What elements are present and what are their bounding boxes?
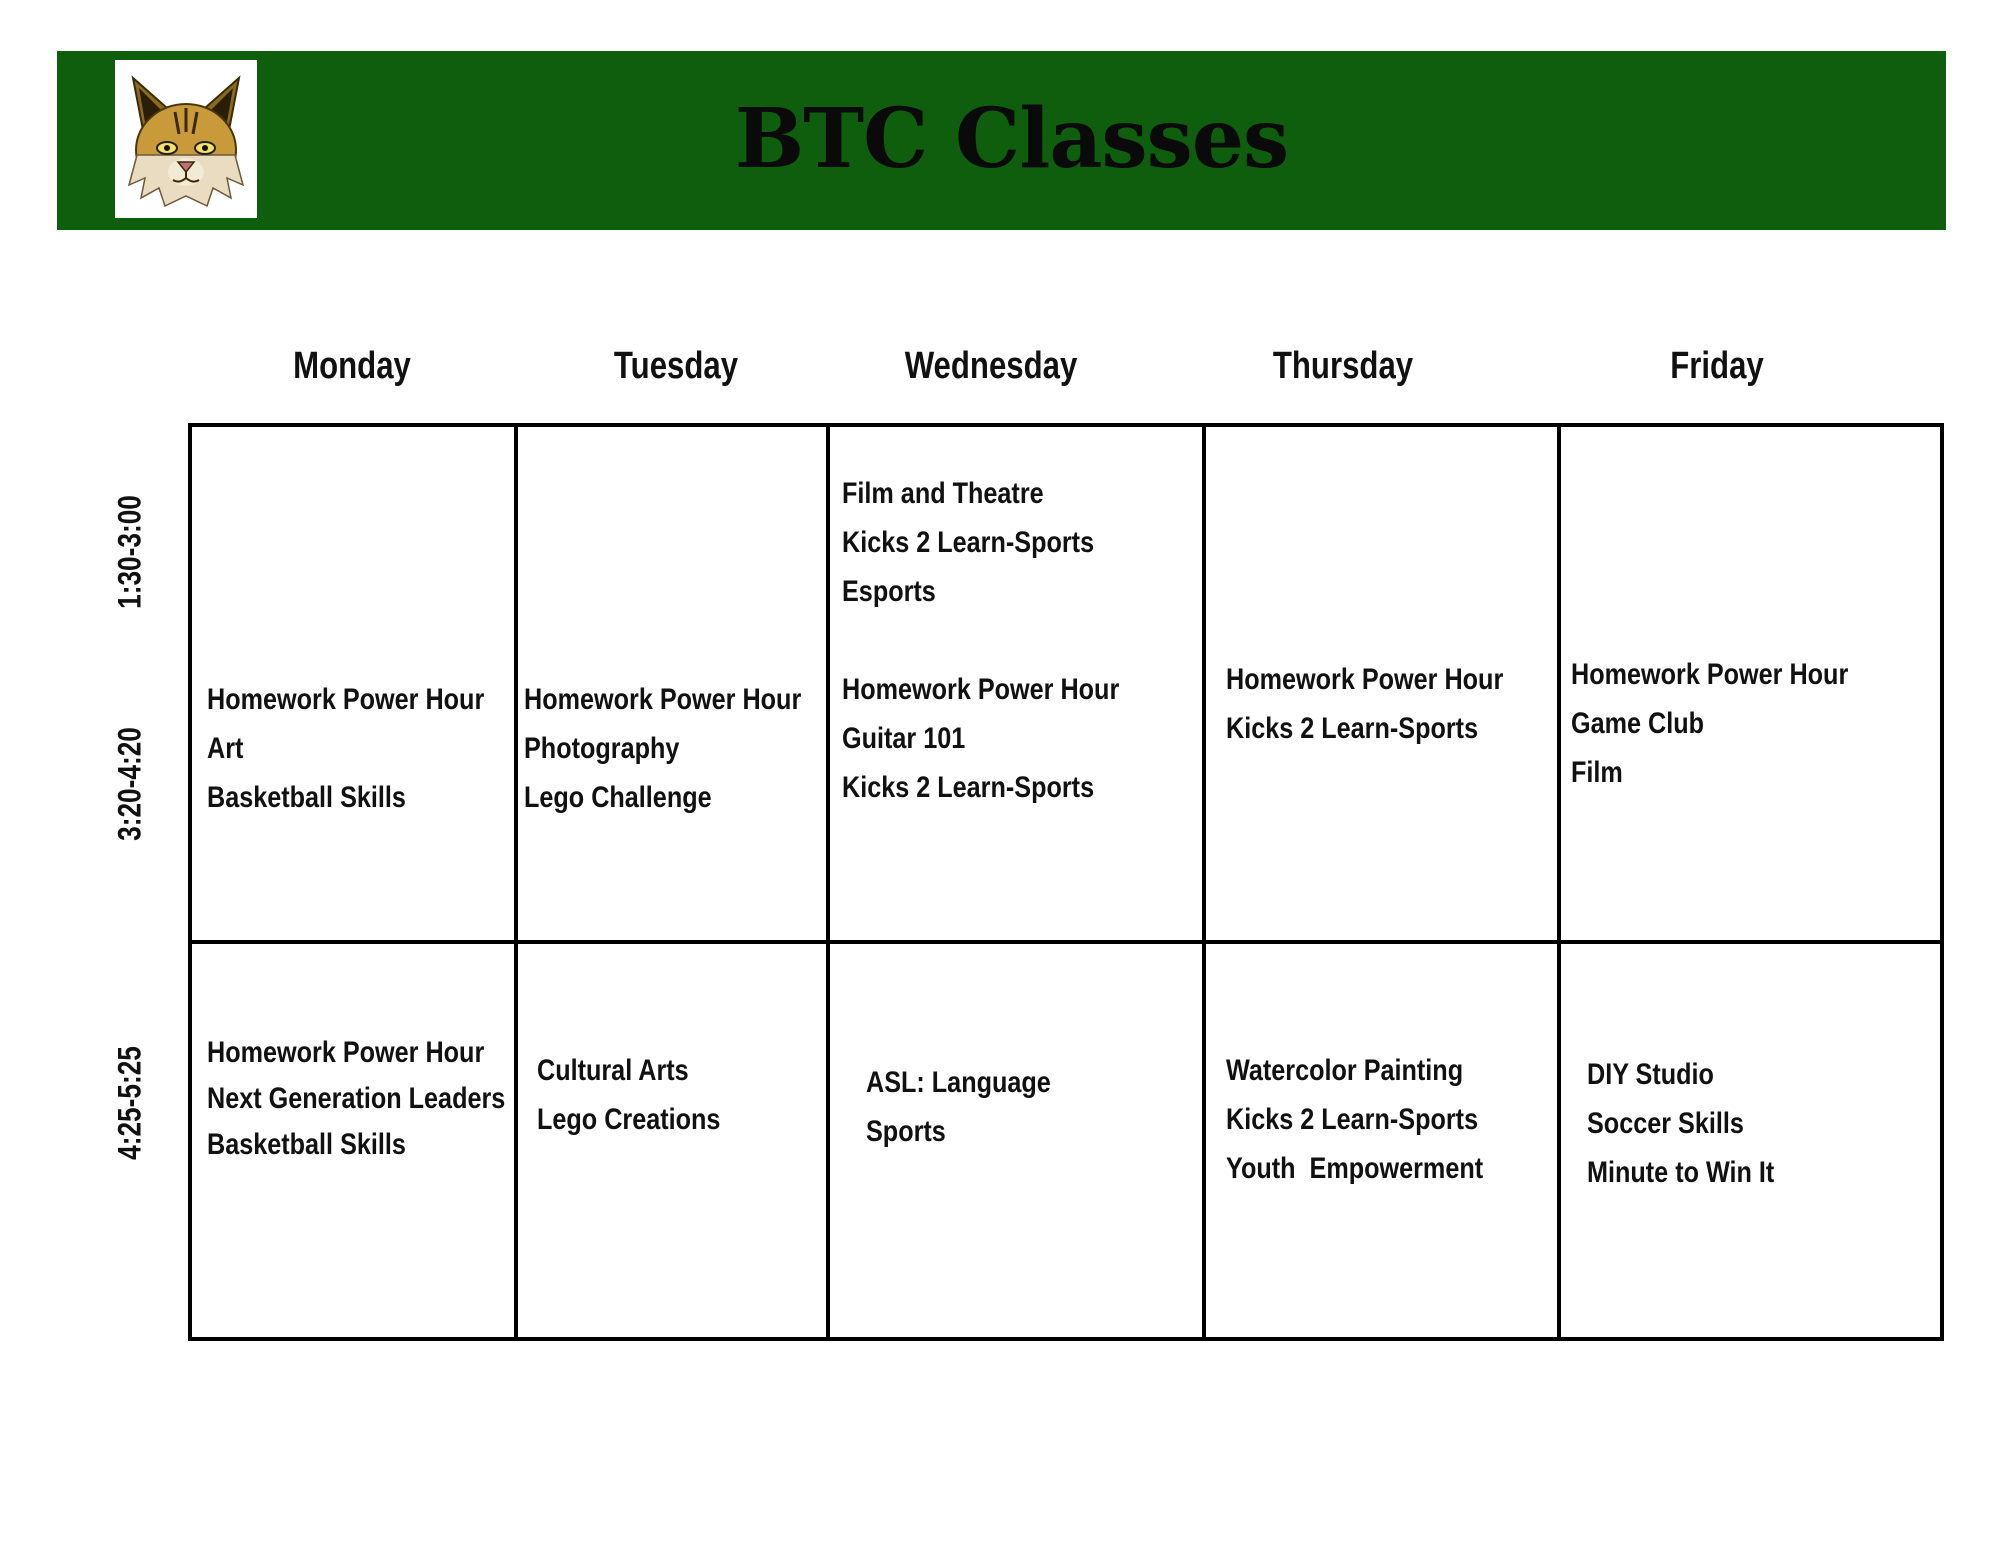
class-item: Esports xyxy=(842,575,936,608)
spacer xyxy=(842,616,1119,665)
class-item: ASL: Language xyxy=(866,1066,1051,1099)
class-item: Homework Power Hour xyxy=(1226,663,1504,696)
column-divider xyxy=(826,423,830,1341)
class-item: Soccer Skills xyxy=(1587,1107,1744,1140)
day-header-tuesday: Tuesday xyxy=(613,345,739,387)
class-item: Homework Power Hour xyxy=(524,683,802,716)
column-divider xyxy=(1557,423,1561,1341)
day-header-monday: Monday xyxy=(293,345,411,387)
class-item: Photography xyxy=(524,732,680,765)
schedule-cell-monday-block2 xyxy=(207,1030,505,1168)
class-item: Kicks 2 Learn-Sports xyxy=(1226,712,1479,745)
day-header-thursday: Thursday xyxy=(1272,345,1414,387)
row-divider xyxy=(188,940,1944,944)
header-banner xyxy=(57,51,1946,230)
schedule-cell-thursday-block2 xyxy=(1226,1046,1483,1193)
class-item: Homework Power Hour xyxy=(207,1036,485,1069)
schedule-cell-thursday-block1 xyxy=(1226,655,1503,753)
schedule-cell-friday-block1 xyxy=(1571,650,1848,797)
class-item: Kicks 2 Learn-Sports xyxy=(842,526,1095,559)
class-item: DIY Studio xyxy=(1587,1058,1714,1091)
schedule-cell-monday-block1 xyxy=(207,675,484,822)
time-slot-label: 4:25-5:25 xyxy=(111,1046,148,1160)
class-item: Basketball Skills xyxy=(207,1128,406,1161)
schedule-cell-friday-block2 xyxy=(1587,1050,1774,1197)
page-title: BTC Classes xyxy=(734,91,1289,187)
class-item: Watercolor Painting xyxy=(1226,1054,1464,1087)
class-item: Film and Theatre xyxy=(842,477,1044,510)
day-header-friday: Friday xyxy=(1670,345,1764,387)
class-item: Next Generation Leaders xyxy=(207,1082,506,1115)
time-slot-label: 1:30-3:00 xyxy=(111,495,148,609)
schedule-cell-wednesday-block2 xyxy=(866,1058,1051,1156)
class-item: Kicks 2 Learn-Sports xyxy=(842,771,1095,804)
schedule-cell-wednesday-block1 xyxy=(842,469,1119,812)
class-item: Homework Power Hour xyxy=(842,673,1120,706)
class-item: Art xyxy=(207,732,244,765)
class-item: Cultural Arts xyxy=(537,1054,689,1087)
class-item: Minute to Win It xyxy=(1587,1156,1775,1189)
schedule-cell-tuesday-block2 xyxy=(537,1046,720,1144)
class-item: Homework Power Hour xyxy=(207,683,485,716)
class-item: Lego Creations xyxy=(537,1103,721,1136)
column-divider xyxy=(514,423,518,1341)
column-divider xyxy=(1202,423,1206,1341)
class-item: Guitar 101 xyxy=(842,722,966,755)
class-item: Film xyxy=(1571,756,1623,789)
class-item: Lego Challenge xyxy=(524,781,712,814)
class-item: Game Club xyxy=(1571,707,1705,740)
class-item: Homework Power Hour xyxy=(1571,658,1849,691)
class-item: Kicks 2 Learn-Sports xyxy=(1226,1103,1479,1136)
day-header-wednesday: Wednesday xyxy=(904,345,1078,387)
time-slot-label: 3:20-4:20 xyxy=(111,727,148,841)
class-item: Basketball Skills xyxy=(207,781,406,814)
class-item: Sports xyxy=(866,1115,946,1148)
schedule-cell-tuesday-block1 xyxy=(524,675,801,822)
class-item: Youth Empowerment xyxy=(1226,1152,1484,1185)
